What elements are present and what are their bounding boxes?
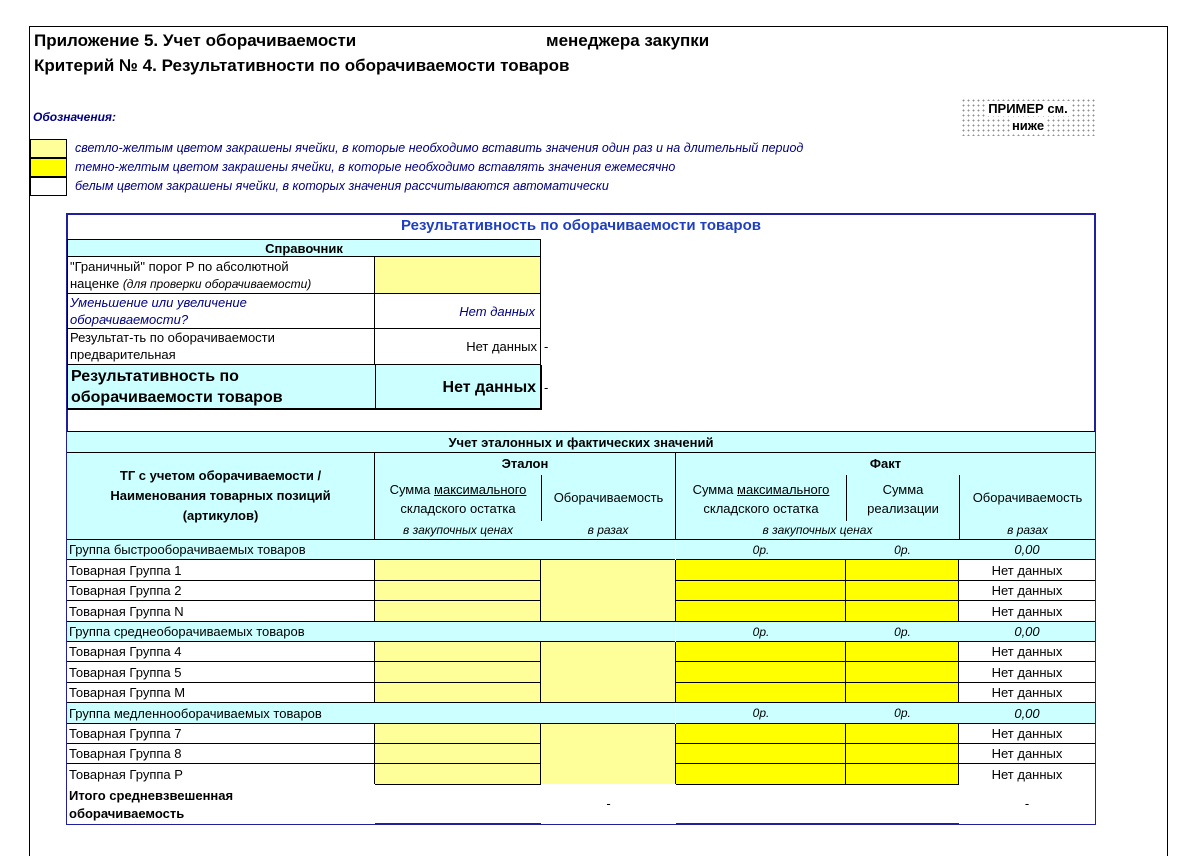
example-note-line2: ниже [1011,118,1045,133]
reference-result-value: Нет данных [375,365,542,410]
col-header-etalon-stock-u: максимального [434,482,527,497]
reference-threshold-label [67,257,375,294]
col-header-fact-sales-b: реализации [867,501,939,516]
group-fact-turnover: 0,00 [959,622,1095,642]
reference-result-label [67,365,375,410]
row-result: Нет данных [959,642,1095,662]
fact-stock-input[interactable] [676,764,846,785]
fact-sales-input[interactable] [846,560,959,581]
col-header-fact-stock [676,475,846,521]
fact-sales-input[interactable] [846,581,959,601]
fact-sales-input[interactable] [846,744,959,764]
reference-result-label-b: оборачиваемости товаров [71,389,283,406]
legend-swatch-white [30,177,67,196]
page-title-role: менеджера закупки [546,31,710,50]
row-result: Нет данных [959,581,1095,601]
group-fact-sales: 0р. [846,540,959,560]
fact-sales-input[interactable] [846,724,959,744]
col-header-fact-sales [846,475,959,521]
reference-result-label-a: Результативность по [71,368,239,385]
table-row-name: Товарная Группа N [67,601,375,622]
legend-swatch-dark-yellow [30,158,67,177]
col-header-etalon: Эталон [375,453,676,475]
group-fact-stock: 0р. [676,540,846,560]
reference-result-dash: - [544,380,549,395]
fact-stock-input[interactable] [676,683,846,703]
group-name: Группа медленнооборачиваемых товаров [67,703,675,724]
example-note [961,98,1095,136]
reference-prelim-dash: - [544,339,549,354]
row-result: Нет данных [959,662,1095,683]
total-label-b: оборачиваемость [69,806,185,821]
col-header-etalon-stock [375,475,541,521]
legend-text-light-yellow: светло-желтым цветом закрашены ячейки, в которые необходимо вставить значения один раз и на длительный период [75,141,804,155]
page-subtitle: Критерий № 4. Результативности по оборачиваемости товаров [34,56,570,75]
fact-stock-input[interactable] [676,642,846,662]
reference-prelim-label-b: предварительная [70,347,176,362]
total-label [67,784,375,824]
col-header-fact-turnover: Оборачиваемость [959,475,1095,521]
reference-prelim-label [67,329,375,365]
col-header-etalon-turnover: Оборачиваемость [541,475,676,521]
col-header-fact-sales-a: Сумма [882,482,924,497]
legend-swatch-light-yellow [30,139,67,158]
reference-threshold-note: (для проверки оборачиваемости) [122,277,312,291]
row-result: Нет данных [959,560,1095,581]
accounting-header: Учет эталонных и фактических значений [67,431,1095,453]
group-fact-stock: 0р. [676,622,846,642]
reference-prelim-label-a: Результат-ть по оборачиваемости [70,330,275,345]
etalon-stock-input[interactable] [375,744,541,764]
group-name: Группа быстрооборачиваемых товаров [67,540,675,560]
row-result: Нет данных [959,764,1095,785]
table-row-name: Товарная Группа 8 [67,744,375,764]
main-table-title: Результативность по оборачиваемости товаров [401,217,761,234]
fact-stock-input[interactable] [676,724,846,744]
reference-threshold-input[interactable] [375,257,541,294]
col-header-etalon-stock-b: складского остатка [400,501,516,516]
reference-direction-label [67,294,375,329]
etalon-stock-input[interactable] [375,581,541,601]
group-name: Группа среднеоборачиваемых товаров [67,622,675,642]
group-fact-stock: 0р. [676,703,846,724]
etalon-stock-input[interactable] [375,724,541,744]
row-result: Нет данных [959,744,1095,764]
table-row-name: Товарная Группа 4 [67,642,375,662]
etalon-stock-input[interactable] [375,642,541,662]
reference-direction-label-b: оборачиваемости? [70,312,189,327]
reference-threshold-label-a: "Граничный" порог Р по абсолютной [70,259,289,274]
fact-stock-input[interactable] [676,560,846,581]
total-etalon-value: - [541,784,676,824]
legend-title: Обозначения: [33,110,116,124]
etalon-stock-input[interactable] [375,560,541,581]
group-fact-turnover: 0,00 [959,703,1095,724]
etalon-stock-input[interactable] [375,601,541,622]
fact-sales-input[interactable] [846,764,959,785]
col-header-fact-stock-u: максимального [737,482,830,497]
col-header-etalon-stock-a: Сумма [389,482,435,497]
etalon-turnover-input[interactable] [541,724,676,785]
fact-sales-input[interactable] [846,683,959,703]
table-row-name: Товарная Группа 7 [67,724,375,744]
reference-header: Справочник [67,239,541,257]
total-fact-value: - [959,784,1095,824]
col-header-fact-stock-a: Сумма [692,482,738,497]
table-row-name: Товарная Группа P [67,764,375,785]
group-fact-turnover: 0,00 [959,540,1095,560]
fact-stock-input[interactable] [676,581,846,601]
total-label-a: Итого средневзвешенная [69,788,234,803]
unit-etalon-turnover: в разах [541,521,676,540]
etalon-turnover-input[interactable] [541,560,676,622]
etalon-stock-input[interactable] [375,683,541,703]
col-header-tg-a: ТГ с учетом оборачиваемости / [119,468,322,483]
reference-direction-value: Нет данных [375,294,541,329]
unit-etalon-stock: в закупочных ценах [375,521,541,540]
fact-stock-input[interactable] [676,662,846,683]
fact-sales-input[interactable] [846,601,959,622]
unit-fact-turnover: в разах [959,521,1095,540]
row-result: Нет данных [959,601,1095,622]
row-result: Нет данных [959,683,1095,703]
fact-stock-input[interactable] [676,744,846,764]
group-fact-sales: 0р. [846,703,959,724]
reference-threshold-label-b: наценке [70,276,120,291]
legend-text-dark-yellow: темно-желтым цветом закрашены ячейки, в которые необходимо вставлять значения ежемесячно [75,160,676,174]
fact-stock-input[interactable] [676,601,846,622]
table-row-name: Товарная Группа 1 [67,560,375,581]
fact-sales-input[interactable] [846,662,959,683]
col-header-tg [67,453,375,540]
etalon-stock-input[interactable] [375,764,541,785]
etalon-stock-input[interactable] [375,662,541,683]
col-header-fact-stock-b: складского остатка [703,501,819,516]
unit-fact-sums: в закупочных ценах [676,521,959,540]
row-result: Нет данных [959,724,1095,744]
table-row-name: Товарная Группа M [67,683,375,703]
col-header-tg-b: Наименования товарных позиций [110,488,331,503]
col-header-tg-c: (артикулов) [182,508,259,523]
etalon-turnover-input[interactable] [541,642,676,703]
group-fact-sales: 0р. [846,622,959,642]
col-header-fact: Факт [676,453,1095,475]
legend-text-white: белым цветом закрашены ячейки, в которых значения рассчитываются автоматически [75,179,609,193]
reference-prelim-value: Нет данных [375,329,541,365]
example-note-line1: ПРИМЕР см. [988,101,1068,116]
table-row-name: Товарная Группа 5 [67,662,375,683]
fact-sales-input[interactable] [846,642,959,662]
table-row-name: Товарная Группа 2 [67,581,375,601]
reference-direction-label-a: Уменьшение или увеличение [70,295,247,310]
page-title: Приложение 5. Учет оборачиваемости [34,31,357,50]
